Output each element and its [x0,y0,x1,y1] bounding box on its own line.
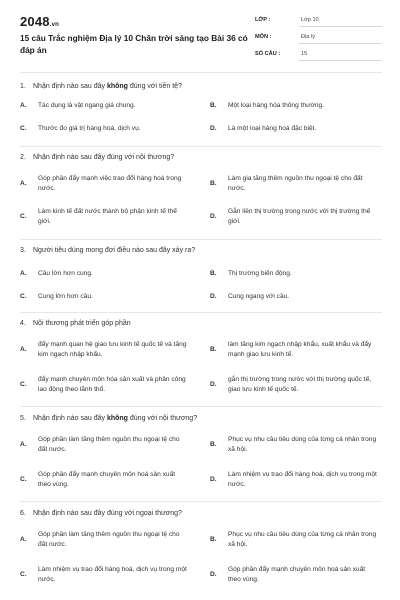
question-number: 1. [20,83,26,90]
question-text [20,509,382,519]
option-text: Cầu lớn hơn cung. [38,270,93,277]
option-text: gắn thị trường trong nước với thị trường quốc tế, giao lưu kinh tế quốc tế. [228,376,372,393]
option-text: Góp phần đẩy mạnh chuyên môn hoá sản xuất theo vùng. [228,566,366,583]
question-text-part: đúng với nội thương? [127,415,198,422]
option-4b[interactable] [210,340,382,362]
option-letter: D. [210,476,217,483]
meta-underline [299,60,382,61]
option-6c[interactable] [20,565,200,587]
question-text-part: Nhận định nào sau đây đúng với nội thương? [33,154,175,161]
option-1a[interactable] [20,101,200,113]
option-text: đẩy mạnh quan hệ giao lưu kinh tế quốc tế và tăng kim ngạch nhập khẩu. [38,341,187,358]
option-4d[interactable] [210,375,382,397]
option-5c[interactable] [20,470,200,492]
question-text-part: Nhận định nào sau đây đúng với ngoại thương? [33,510,182,517]
header-divider [20,72,382,73]
option-letter: C. [20,125,27,132]
option-5d[interactable] [210,470,382,492]
option-text: Phục vụ nhu cầu tiêu dùng của từng cá nhân trong xã hội. [228,531,377,548]
option-1b[interactable] [210,101,382,113]
option-5b[interactable] [210,435,382,457]
meta-label: MÔN : [255,34,272,40]
option-letter: B. [210,270,217,277]
option-text: làm tăng kim ngạch nhập khẩu, xuất khẩu và đẩy mạnh giao lưu kinh tế. [228,341,372,358]
question-divider [20,501,382,502]
option-letter: A. [20,270,27,277]
meta-label: SỐ CÂU : [255,51,281,57]
question-6 [20,509,382,519]
meta-value: 15 [301,51,308,57]
question-number: 3. [20,247,26,254]
question-1 [20,82,382,92]
question-emphasis: không [106,83,128,90]
option-4c[interactable] [20,375,200,397]
question-3 [20,246,382,256]
option-text: Thị trường biến động. [228,270,292,277]
option-2c[interactable] [20,207,200,229]
option-text: Gắn liền thị trường trong nước với thị trường thế giới. [228,208,371,225]
option-text: Góp phần đẩy mạnh chuyên môn hoá sản xuất theo vùng. [38,471,176,488]
question-divider [20,312,382,313]
option-letter: B. [210,346,217,353]
question-4 [20,319,382,329]
option-3b[interactable] [210,269,382,281]
meta-value: Lớp 10 [301,17,319,23]
option-text: đẩy mạnh chuyên môn hóa sản xuất và phân công lao động theo lãnh thổ. [38,376,186,393]
option-text: Tác dụng là vật ngang giá chung. [38,102,136,109]
meta-label: LỚP : [255,17,271,23]
option-letter: A. [20,441,27,448]
question-text-part: Nhận định nào sau đây [33,415,107,422]
option-5a[interactable] [20,435,200,457]
question-emphasis: không [106,415,128,422]
question-2 [20,153,382,163]
option-2d[interactable] [210,207,382,229]
option-1c[interactable] [20,124,200,136]
option-letter: A. [20,536,27,543]
option-letter: D. [210,213,217,220]
option-letter: B. [210,180,217,187]
question-text-part: đúng với tiền tệ? [127,83,182,90]
question-text [20,414,382,424]
option-6b[interactable] [210,530,382,552]
question-5 [20,414,382,424]
meta-subject-row [255,33,382,50]
option-text: Phục vụ nhu cầu tiêu dùng của từng cá nhân trong xã hội. [228,436,377,453]
option-letter: A. [20,346,27,353]
option-letter: B. [210,536,217,543]
question-number: 5. [20,415,26,422]
option-letter: B. [210,102,217,109]
option-letter: A. [20,180,27,187]
option-text: Làm gia tăng thêm nguồn thu ngoại tệ cho đất nước. [228,175,363,192]
option-text: Làm kinh tế đất nước thành bộ phận kinh tế thế giới. [38,208,177,225]
option-text: Góp phần đẩy mạnh việc trao đổi hàng hoá trong nước. [38,175,182,192]
option-2b[interactable] [210,174,382,196]
option-letter: C. [20,293,27,300]
option-letter: C. [20,213,27,220]
meta-count-row [255,50,382,67]
option-1d[interactable] [210,124,382,136]
option-letter: D. [210,381,217,388]
question-divider [20,406,382,407]
option-text: Làm nhiệm vụ trao đổi hàng hoá, dịch vụ trong một nước. [228,471,377,488]
meta-value: Địa lý [301,34,315,40]
meta-class-row [255,16,382,33]
option-2a[interactable] [20,174,200,196]
option-letter: D. [210,293,217,300]
brand-name: 2048 [20,14,50,29]
question-text [20,82,382,92]
question-number: 4. [20,320,26,327]
option-letter: C. [20,381,27,388]
site-logo[interactable] [20,14,59,29]
option-letter: C. [20,571,27,578]
meta-underline [299,26,382,27]
quiz-meta [255,16,382,67]
question-text [20,153,382,163]
option-letter: C. [20,476,27,483]
option-3c[interactable] [20,292,200,304]
brand-suffix: .vn [49,22,60,28]
page-title: 15 câu Trắc nghiệm Địa lý 10 Chân trời sáng tạo Bài 36 có đáp án [20,33,248,55]
option-text: Làm nhiệm vụ trao đổi hàng hoá, dịch vụ trong một nước. [38,566,187,583]
question-text-part: Người tiêu dùng mong đợi điều nào sau đây xảy ra? [33,247,196,254]
question-divider [20,146,382,147]
question-text [20,319,382,329]
option-letter: D. [210,571,217,578]
option-6a[interactable] [20,530,200,552]
question-text-part: Nhận định nào sau đây [33,83,107,90]
option-6d[interactable] [210,565,382,587]
meta-underline [299,43,382,44]
option-3d[interactable] [210,292,382,304]
option-4a[interactable] [20,340,200,362]
option-text: Cung ngang với cầu. [228,293,290,300]
question-number: 2. [20,154,26,161]
question-text [20,246,382,256]
question-divider [20,239,382,240]
option-text: Thước đo giá trị hàng hoá, dịch vụ. [38,125,141,132]
option-text: Góp phần làm tăng thêm nguồn thu ngoại tệ cho đất nước. [38,531,180,548]
option-text: Là một loại hàng hoá đặc biệt. [228,125,317,132]
option-text: Góp phần làm tăng thêm nguồn thu ngoại tệ cho đất nước. [38,436,180,453]
question-text-part: Nội thương phát triển góp phần [33,320,131,327]
option-text: Cung lớn hơn cầu. [38,293,93,300]
option-letter: B. [210,441,217,448]
question-number: 6. [20,510,26,517]
option-letter: D. [210,125,217,132]
option-letter: A. [20,102,27,109]
document-header [20,14,382,74]
option-3a[interactable] [20,269,200,281]
option-text: Một loại hàng hóa thông thường. [228,102,324,109]
